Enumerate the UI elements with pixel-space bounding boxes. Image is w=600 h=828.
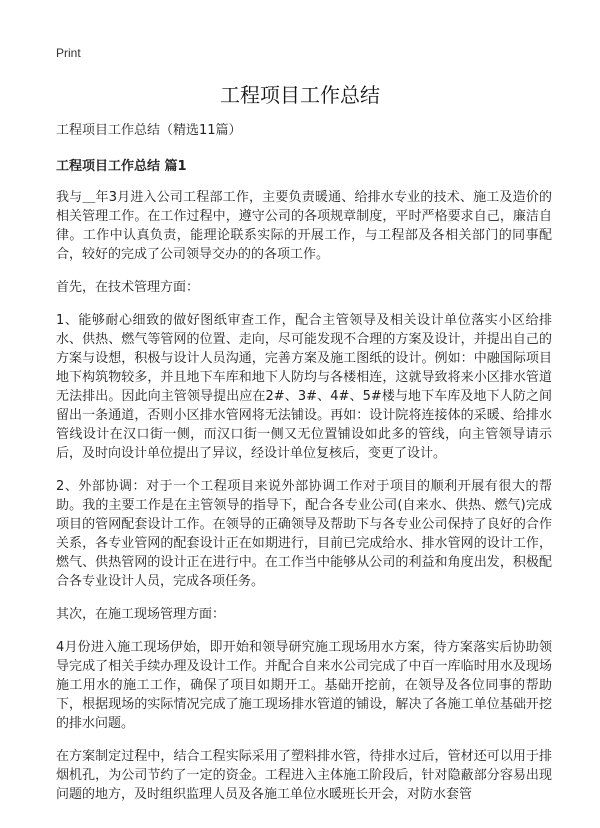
print-link[interactable]: Print <box>56 46 81 60</box>
section-heading: 工程项目工作总结 篇1 <box>56 159 187 174</box>
document-body <box>56 121 552 818</box>
paragraph-site-heading: 其次，在施工现场管理方面： <box>56 607 226 622</box>
paragraph-tech-heading: 首先，在技术管理方面： <box>56 280 200 295</box>
paragraph-intro: 我与＿年3月进入公司工程部工作，主要负责暖通、给排水专业的技术、施工及造价的相关管理工作。在工作过程中，遵守公司的各项规章制度，平时严格要求自己，廉洁自律。工作中认真负责，能理论联系实际的开展工作，与工程部及各相关部门的同事配合，较好的完成了公司领导交办的的各项工作。 <box>56 190 552 262</box>
document-subtitle: 工程项目工作总结（精选11篇） <box>56 123 242 138</box>
paragraph-drawing-review: 1、能够耐心细致的做好图纸审查工作，配合主管领导及相关设计单位落实小区给排水、供热、燃气等管网的位置、走向，尽可能发现不合理的方案及设计，并提出自己的方案与设想，积极与设计人员沟通，完善方案及施工图纸的设计。例如：中融国际项目地下构筑物较多，并且地下车库和地下人防均与各楼相连，这就导致将来小区排水管道无法排出。因此向主管领导提出应在2#、3#、4#、5#楼与地下车库及地下人防之间留出一条通道，否则小区排水管网将无法铺设。再如：设计院将连接体的采暖、给排水管线设计在汉口街一侧，而汉口街一侧又无位置铺设如此多的管线，向主管领导请示后，及时向设计单位提出了异议，经设计单位复核后，变更了设计。 <box>56 313 552 461</box>
paragraph-drainage-plan: 在方案制定过程中，结合工程实际采用了塑料排水管，待排水过后，管材还可以用于排烟机孔，为公司节约了一定的资金。工程进入主体施工阶段后，针对隐蔽部分容易出现问题的地方，及时组织监理人员及各施工单位水暖班长开会，对防水套管 <box>56 749 552 802</box>
paragraph-site-water: 4月份进入施工现场伊始，即开始和领导研究施工现场用水方案，待方案落实后协助领导完成了相关手续办理及设计工作。并配合自来水公司完成了中百一库临时用水及现场施工用水的施工工作，确保了项目如期开工。基础开挖前，在领导及各位同事的帮助下，根据现场的实际情况完成了施工现场排水管道的铺设，解决了各施工单位基础开挖的排水问题。 <box>56 640 552 731</box>
paragraph-external-coordination: 2、外部协调：对于一个工程项目来说外部协调工作对于项目的顺利开展有很大的帮助。我的主要工作是在主管领导的指导下，配合各专业公司(自来水、供热、燃气)完成项目的管网配套设计工作。在领导的正确领导及帮助下与各专业公司保持了良好的合作关系，各专业管网的配套设计正在如期进行，目前已完成给水、排水管网的设计工作，燃气、供热管网的设计正在进行中。在工作当中能够从公司的利益和角度出发，积极配合各专业设计人员，完成各项任务。 <box>56 479 552 589</box>
page-title: 工程项目工作总结 <box>220 83 380 107</box>
